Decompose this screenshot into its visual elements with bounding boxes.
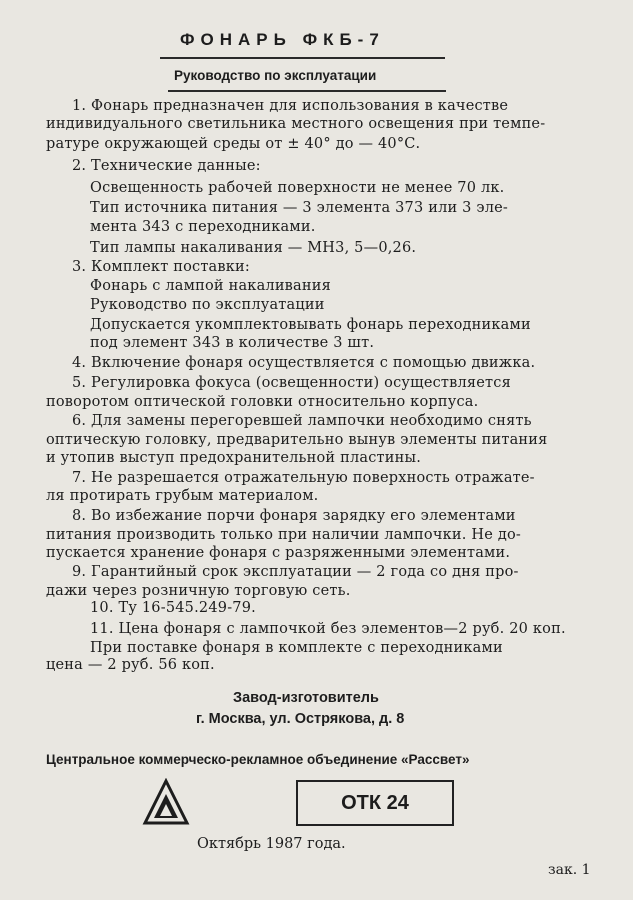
body-line: Освещенность рабочей поверхности не менее 70 лк. xyxy=(90,180,505,196)
body-line: 1. Фонарь предназначен для использования в качестве xyxy=(72,98,509,114)
body-line: При поставке фонаря в комплекте с переходниками xyxy=(90,640,503,656)
triangle-logo-icon xyxy=(142,778,190,826)
print-date: Октябрь 1987 года. xyxy=(197,836,346,852)
body-line: Тип лампы накаливания — МН3, 5—0,26. xyxy=(90,240,417,256)
body-line: Фонарь с лампой накаливания xyxy=(90,278,331,294)
body-line: Руководство по эксплуатации xyxy=(90,297,325,313)
body-line: мента 343 с переходниками. xyxy=(90,219,316,235)
subtitle-underline xyxy=(168,90,446,92)
body-line: и утопив выступ предохранительной пластины. xyxy=(46,450,422,466)
factory-address: г. Москва, ул. Острякова, д. 8 xyxy=(196,711,405,727)
body-line: индивидуального светильника местного освещения при темпе- xyxy=(46,116,546,132)
body-line: 9. Гарантийный срок эксплуатации — 2 года со дня про- xyxy=(72,564,519,580)
body-line: цена — 2 руб. 56 коп. xyxy=(46,657,215,673)
body-line: 3. Комплект поставки: xyxy=(72,259,250,275)
document-title: ФОНАРЬ ФКБ-7 xyxy=(180,30,385,49)
title-underline xyxy=(160,57,445,59)
body-line: 10. Ту 16-545.249-79. xyxy=(90,600,256,616)
order-number: зак. 1 xyxy=(548,862,591,878)
factory-label: Завод-изготовитель xyxy=(233,690,379,706)
body-line: Допускается укомплектовывать фонарь переходниками xyxy=(90,317,531,333)
body-line: оптическую головку, предварительно вынув элементы питания xyxy=(46,432,548,448)
organization-name: Центральное коммерческо-рекламное объединение «Рассвет» xyxy=(46,752,470,767)
body-line: 7. Не разрешается отражательную поверхность отражате- xyxy=(72,470,535,486)
body-line: питания производить только при наличии лампочки. Не до- xyxy=(46,527,521,543)
body-line: под элемент 343 в количестве 3 шт. xyxy=(90,335,375,351)
body-line: Тип источника питания — 3 элемента 373 или 3 эле- xyxy=(90,200,508,216)
body-line: 2. Технические данные: xyxy=(72,158,261,174)
body-line: дажи через розничную торговую сеть. xyxy=(46,583,351,599)
body-line: 4. Включение фонаря осуществляется с помощью движка. xyxy=(72,355,536,371)
body-line: 8. Во избежание порчи фонаря зарядку его элементами xyxy=(72,508,516,524)
body-line: 11. Цена фонаря с лампочкой без элементов—2 руб. 20 коп. xyxy=(90,621,566,637)
body-line: поворотом оптической головки относительно корпуса. xyxy=(46,394,479,410)
body-line: 6. Для замены перегоревшей лампочки необходимо снять xyxy=(72,413,532,429)
body-line: пускается хранение фонаря с разряженными элементами. xyxy=(46,545,511,561)
document-subtitle: Руководство по эксплуатации xyxy=(174,68,377,83)
otk-stamp: ОТК 24 xyxy=(296,780,454,826)
body-line: ратуре окружающей среды от ± 40° до — 40°С. xyxy=(46,136,421,152)
body-line: 5. Регулировка фокуса (освещенности) осуществляется xyxy=(72,375,511,391)
body-line: ля протирать грубым материалом. xyxy=(46,488,319,504)
